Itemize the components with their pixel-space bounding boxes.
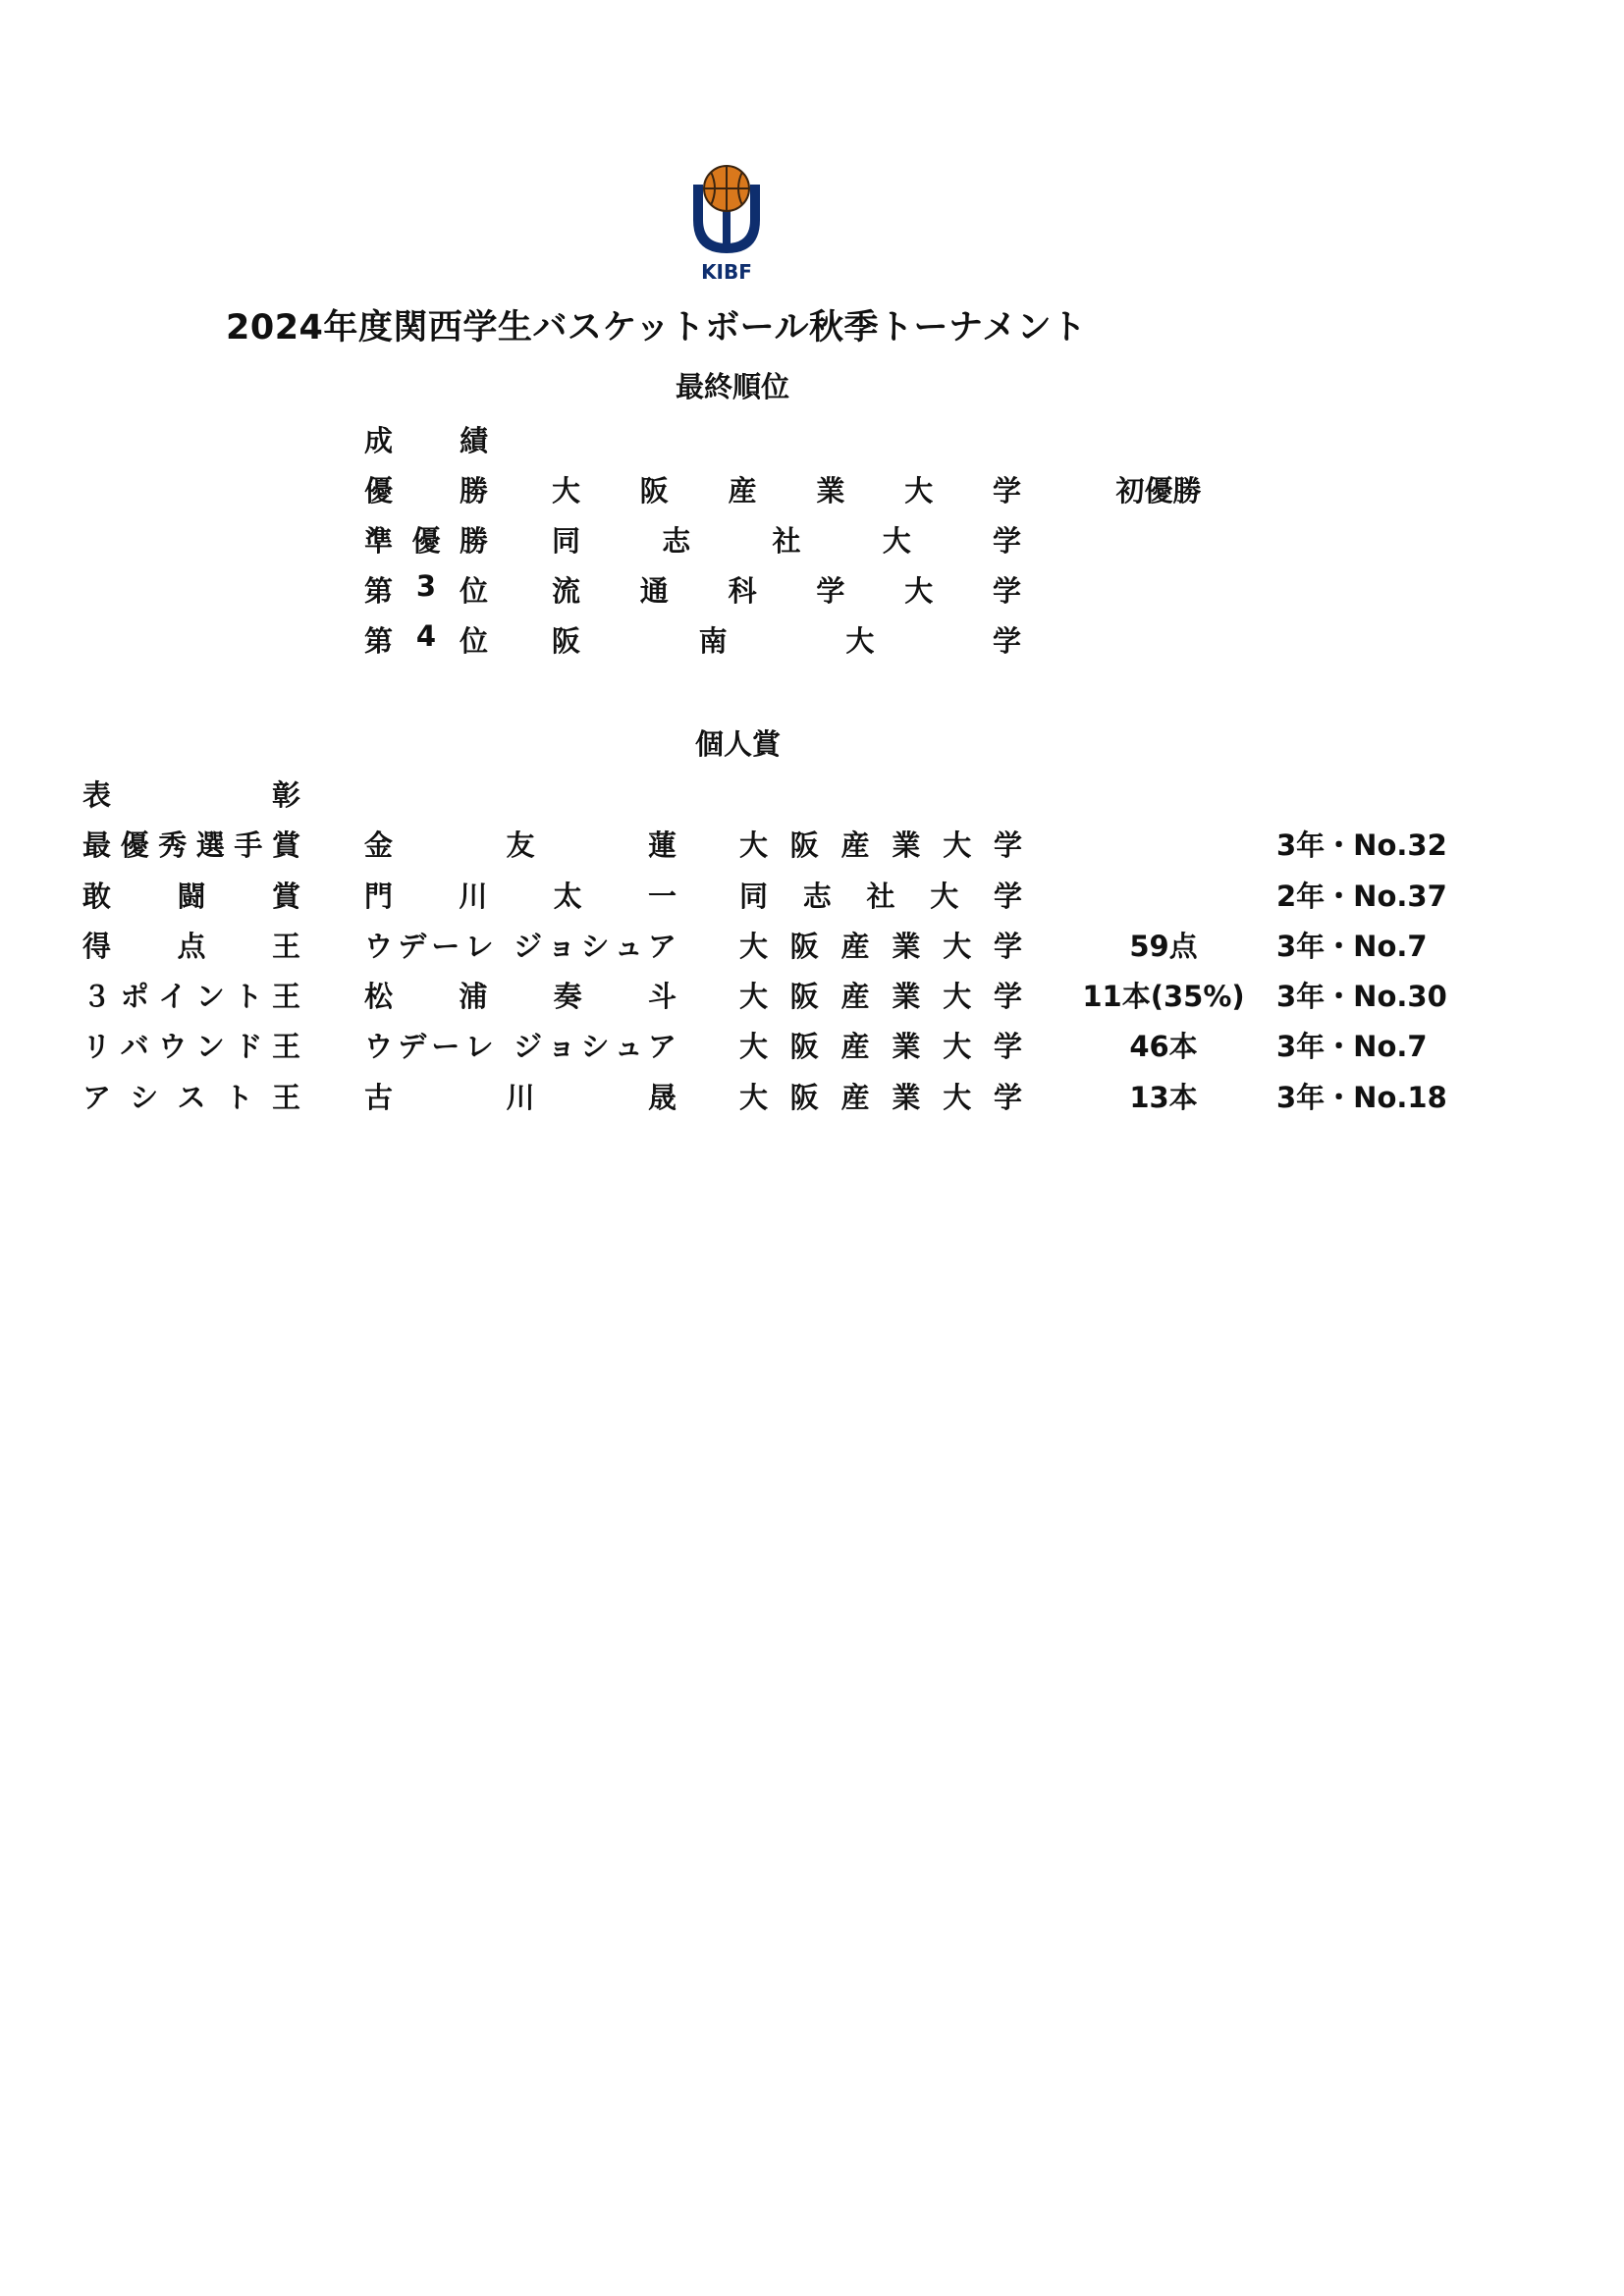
standings-rank: 第 4 位	[364, 619, 488, 658]
award-name: ア シ ス ト 王	[82, 1081, 300, 1114]
award-team: 同 志 社 大 学	[739, 880, 1022, 913]
basketball-icon	[685, 163, 768, 285]
award-name: 敢 闘 賞	[82, 880, 300, 913]
award-player: 古 川 晟	[364, 1081, 677, 1114]
standings-note: 初優勝	[1115, 474, 1202, 507]
award-name: 最 優 秀 選 手 賞	[82, 828, 300, 862]
logo-text: KIBF	[701, 260, 752, 284]
standings-header: 成 績	[364, 424, 488, 457]
award-stat: 13本	[1129, 1081, 1198, 1114]
page-title: 2024年度関西学生バスケットボール秋季トーナメント	[226, 308, 1087, 347]
award-player: ウ デ ー レ ジ ョ シ ュ ア	[364, 930, 677, 963]
standings-heading: 最終順位	[676, 370, 790, 403]
award-team: 大 阪 産 業 大 学	[739, 1030, 1022, 1063]
award-player: 門 川 太 一	[364, 880, 677, 913]
award-stat: 11本(35%)	[1082, 980, 1245, 1013]
award-team: 大 阪 産 業 大 学	[739, 1081, 1022, 1114]
standings-team: 同 志 社 大 学	[552, 524, 1021, 558]
award-name: ３ ポ イ ン ト 王	[82, 980, 300, 1013]
standings-rank: 優 勝	[364, 474, 488, 507]
award-player: 金 友 蓮	[364, 828, 677, 862]
awards-heading: 個人賞	[695, 727, 782, 761]
award-info: 3年・No.18	[1276, 1081, 1447, 1114]
award-name: リ バ ウ ン ド 王	[82, 1030, 300, 1063]
award-name: 得 点 王	[82, 930, 300, 963]
award-info: 3年・No.32	[1276, 828, 1447, 862]
award-team: 大 阪 産 業 大 学	[739, 980, 1022, 1013]
award-player: 松 浦 奏 斗	[364, 980, 677, 1013]
standings-team: 阪 南 大 学	[552, 624, 1021, 658]
award-player: ウ デ ー レ ジ ョ シ ュ ア	[364, 1030, 677, 1063]
award-info: 3年・No.30	[1276, 980, 1447, 1013]
kibf-logo	[685, 163, 768, 285]
award-info: 2年・No.37	[1276, 880, 1447, 913]
awards-header: 表 彰	[82, 778, 300, 812]
award-stat: 46本	[1129, 1030, 1198, 1063]
award-team: 大 阪 産 業 大 学	[739, 930, 1022, 963]
standings-team: 流 通 科 学 大 学	[552, 574, 1021, 608]
standings-rank: 第 3 位	[364, 569, 488, 608]
award-info: 3年・No.7	[1276, 1030, 1428, 1063]
standings-rank: 準 優 勝	[364, 524, 488, 558]
award-team: 大 阪 産 業 大 学	[739, 828, 1022, 862]
award-stat: 59点	[1129, 930, 1198, 963]
award-info: 3年・No.7	[1276, 930, 1428, 963]
standings-team: 大 阪 産 業 大 学	[552, 474, 1021, 507]
